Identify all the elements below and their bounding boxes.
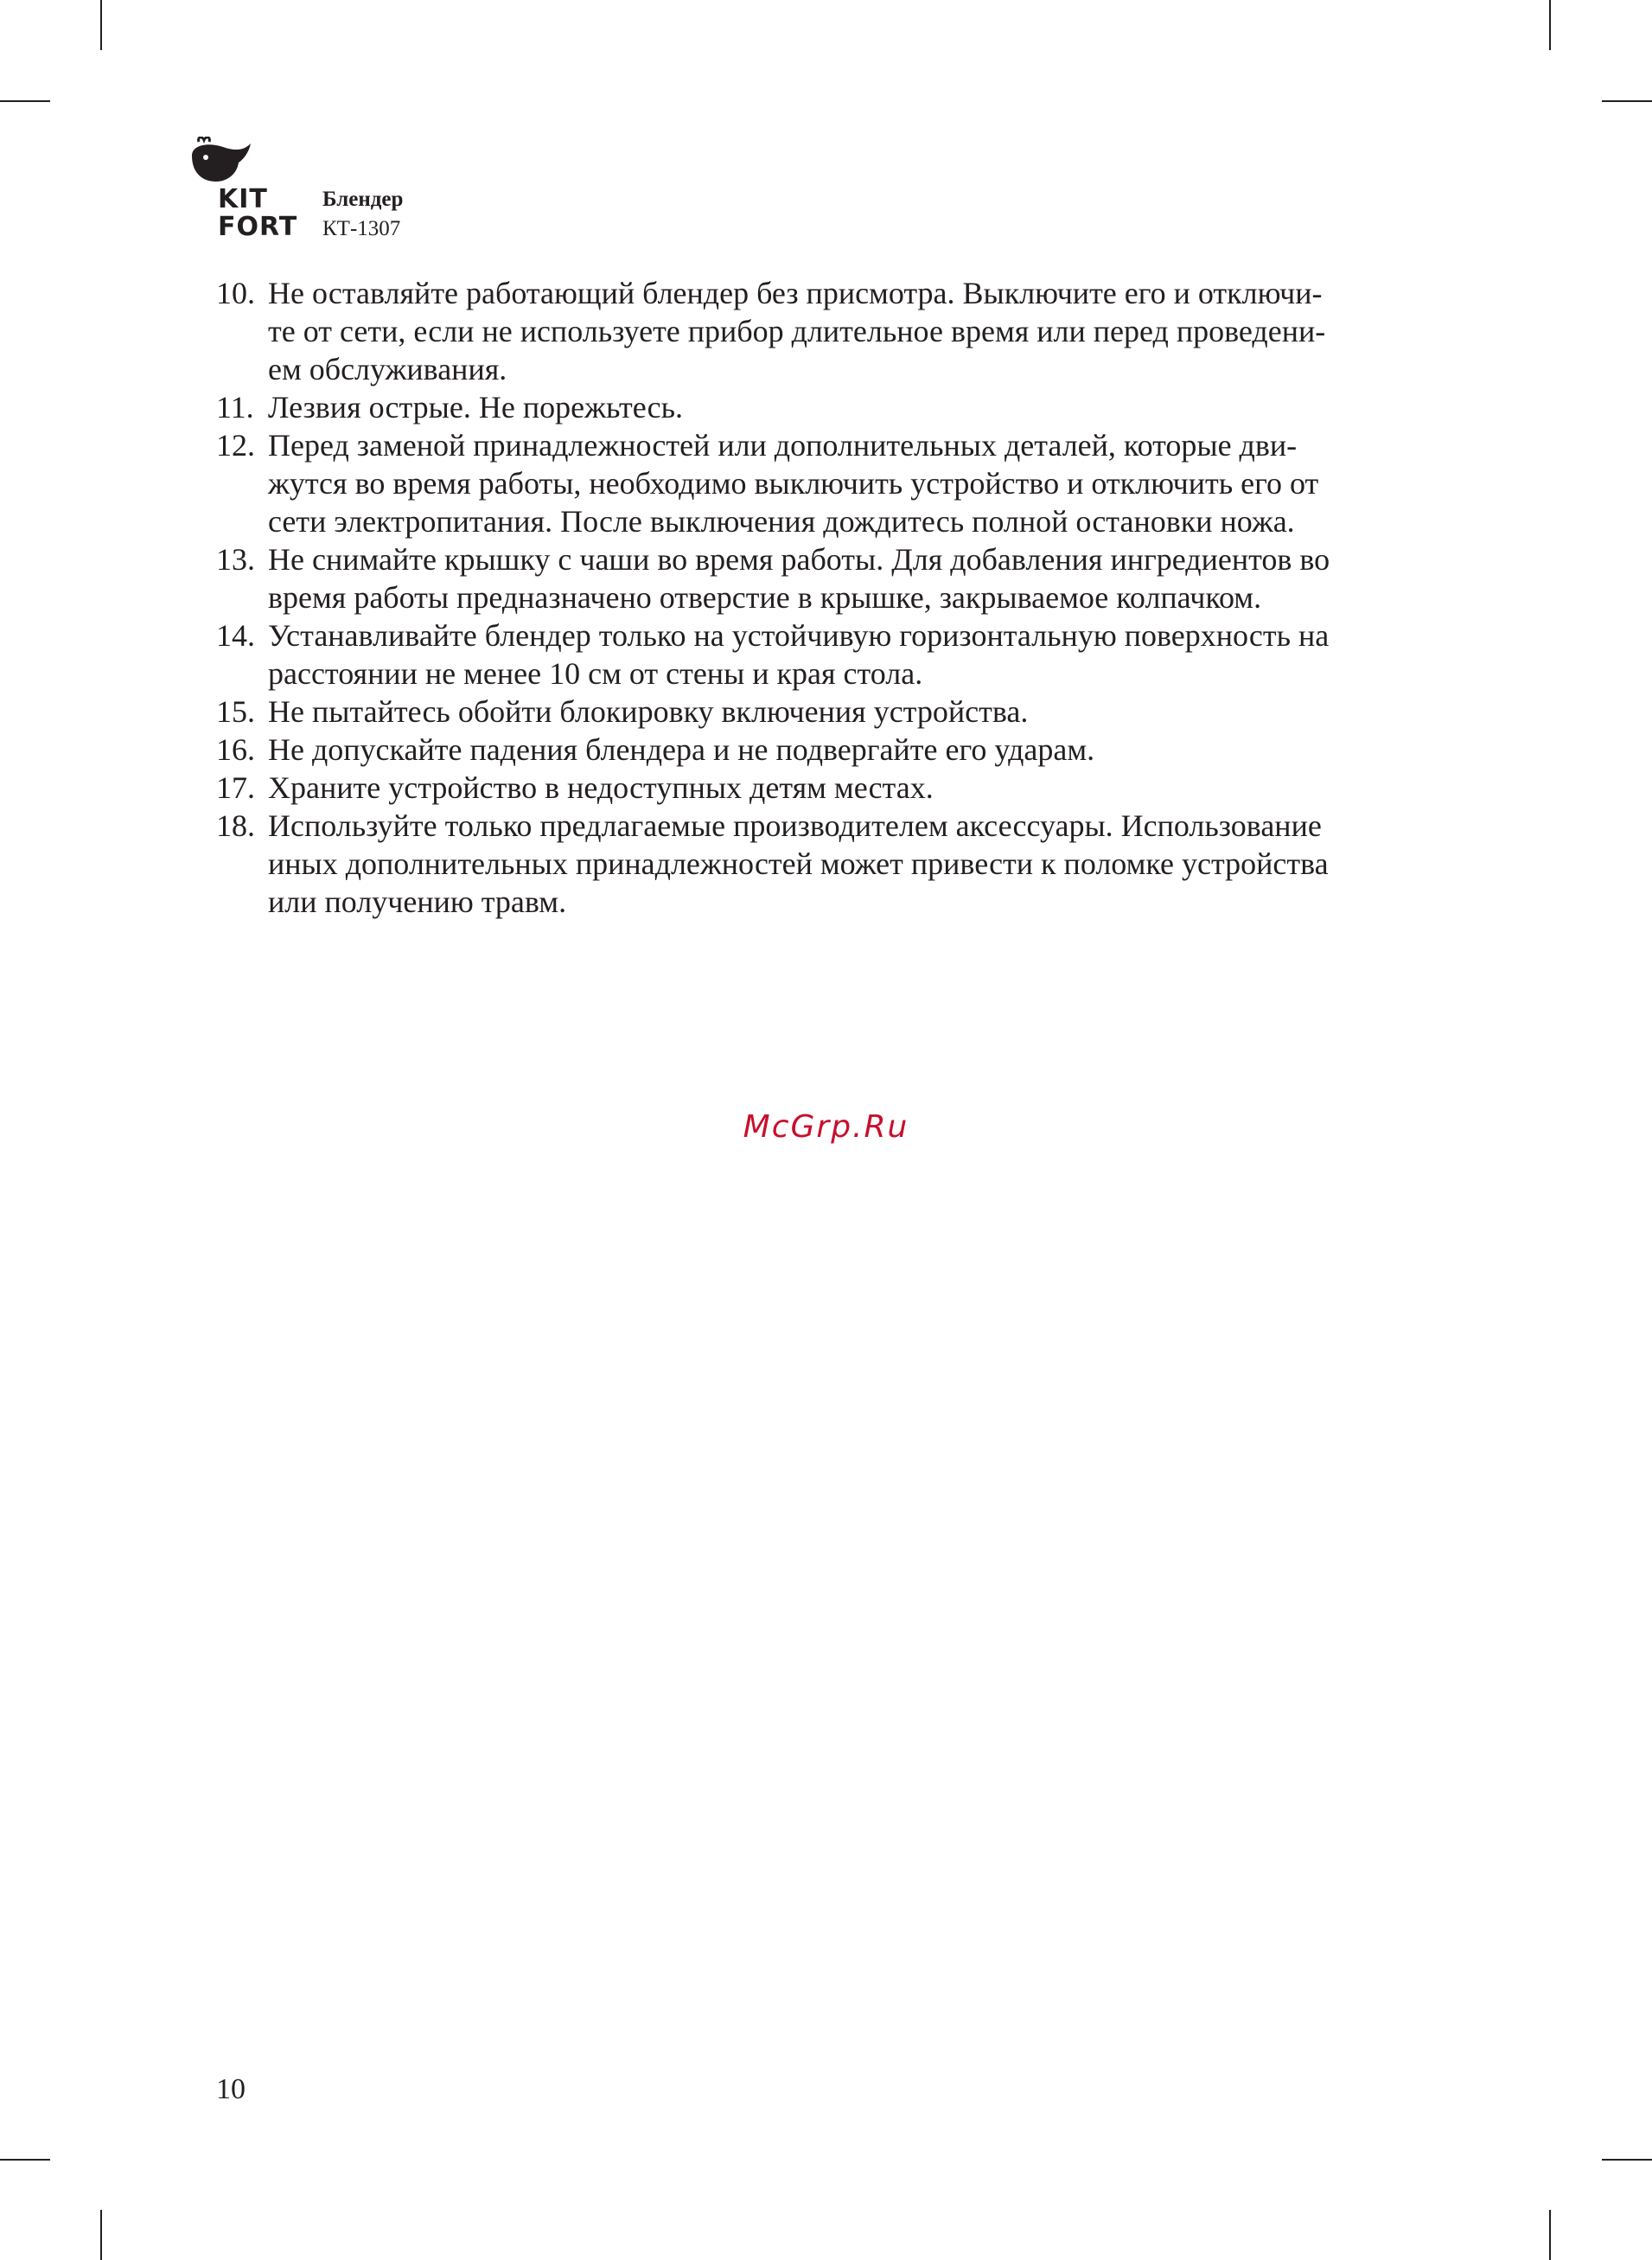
list-item: [216, 769, 1461, 807]
item-text: [268, 274, 1461, 388]
list-item: [216, 426, 1461, 540]
item-text-line: те от сети, если не используете прибор длительное время или перед проведени-: [268, 314, 1326, 348]
item-number: 12.: [216, 428, 255, 463]
item-text: [268, 540, 1461, 616]
item-text-line: Используйте только предлагаемые производителем аксессуары. Использование: [268, 808, 1322, 843]
item-text-line: Храните устройство в недоступных детям местах.: [268, 770, 934, 805]
item-text-line: время работы предназначено отверстие в крышке, закрываемое колпачком.: [268, 580, 1262, 615]
item-number: 11.: [216, 390, 254, 425]
crop-mark: [100, 2210, 102, 2260]
item-text: [268, 693, 1461, 731]
list-item: [216, 807, 1461, 921]
item-text-line: Не оставляйте работающий блендер без присмотра. Выключите его и отключи-: [268, 276, 1323, 310]
item-number: 14.: [216, 618, 255, 653]
item-number: 18.: [216, 808, 255, 843]
crop-mark: [100, 0, 102, 50]
model-number: КТ-1307: [322, 217, 401, 240]
item-text-line: расстоянии не менее 10 см от стены и края стола.: [268, 656, 923, 691]
item-text-line: сети электропитания. После выключения дождитесь полной остановки ножа.: [268, 504, 1295, 539]
item-number: 16.: [216, 732, 255, 767]
item-text-line: Не пытайтесь обойти блокировку включения устройства.: [268, 694, 1029, 729]
item-number: 13.: [216, 542, 255, 577]
item-number: 17.: [216, 770, 255, 805]
item-text: [268, 769, 1461, 807]
item-text: [268, 807, 1461, 921]
item-text-line: Перед заменой принадлежностей или дополнительных деталей, которые дви-: [268, 428, 1298, 463]
item-text-line: иных дополнительных принадлежностей может привести к поломке устройства: [268, 846, 1329, 881]
brand-fort: FORT: [218, 212, 298, 242]
brand-logo: [187, 137, 299, 240]
item-text-line: ем обслуживания.: [268, 352, 507, 386]
item-text: [268, 388, 1461, 426]
item-text-line: Не снимайте крышку с чаши во время работы. Для добавления ингредиентов во: [268, 542, 1330, 577]
instructions-list: [216, 274, 1461, 921]
item-text: [268, 731, 1461, 769]
whale-icon: [187, 137, 256, 188]
item-text: [268, 426, 1461, 540]
crop-mark: [1549, 0, 1551, 50]
crop-mark: [1602, 2159, 1652, 2161]
item-text-line: Не допускайте падения блендера и не подвергайте его ударам.: [268, 732, 1095, 767]
page-number: 10: [216, 2073, 246, 2105]
item-text-line: или получению травм.: [268, 884, 567, 919]
document-title: Блендер: [322, 188, 404, 211]
list-item: [216, 616, 1461, 693]
item-text-line: Устанавливайте блендер только на устойчивую горизонтальную поверхность на: [268, 618, 1330, 653]
crop-mark: [1549, 2210, 1551, 2260]
crop-mark: [0, 100, 50, 102]
list-item: [216, 540, 1461, 616]
watermark: McGrp.Ru: [743, 1109, 909, 1145]
list-item: [216, 388, 1461, 426]
crop-mark: [1602, 100, 1652, 102]
item-text-line: Лезвия острые. Не порежьтесь.: [268, 390, 683, 425]
list-item: [216, 274, 1461, 388]
item-text: [268, 616, 1461, 693]
list-item: [216, 693, 1461, 731]
item-number: 15.: [216, 694, 255, 729]
item-text-line: жутся во время работы, необходимо выключить устройство и отключить его от: [268, 466, 1319, 501]
item-number: 10.: [216, 276, 255, 310]
crop-mark: [0, 2159, 50, 2161]
brand-kit: KIT: [218, 184, 268, 214]
list-item: [216, 731, 1461, 769]
